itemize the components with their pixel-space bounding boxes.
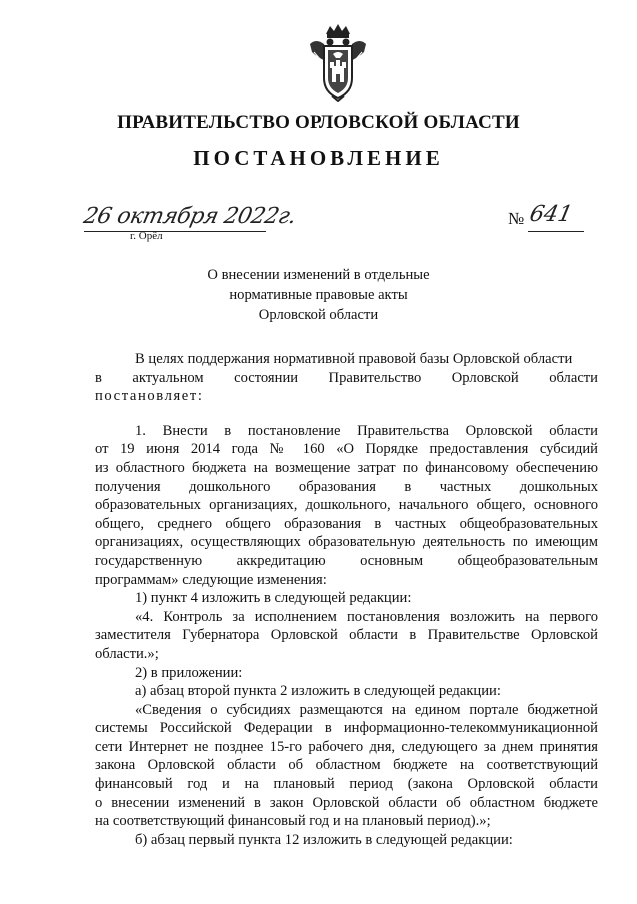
paragraph-line: о внесении изменений в закон Орловской области об областном бюджете: [95, 794, 598, 811]
paragraph-line: государственную аккредитацию основным общеобразовательным: [95, 552, 598, 569]
paragraph-line: «4. Контроль за исполнением постановления возложить на первого: [135, 608, 598, 625]
paragraph-line: общего, среднего общего образования в частных общеобразовательных: [95, 515, 598, 532]
paragraph-line: на соответствующий финансовый год и на плановый период).»;: [95, 813, 491, 830]
number-sign: №: [508, 209, 525, 228]
organization-name: ПРАВИТЕЛЬСТВО ОРЛОВСКОЙ ОБЛАСТИ: [117, 112, 520, 133]
subject-line: Орловской области: [258, 307, 379, 323]
paragraph-line: а) абзац второй пункта 2 изложить в следующей редакции:: [135, 683, 501, 700]
paragraph-line: системы Российской Федерации в информационно-телекоммуникационной: [95, 720, 598, 737]
date-underline: [84, 231, 266, 232]
subject-line: О внесении изменений в отдельные: [207, 267, 430, 283]
paragraph-line: получения дошкольного образования в частных дошкольных: [95, 478, 598, 495]
city-label: г. Орёл: [130, 230, 163, 242]
number-underline: [528, 231, 584, 232]
paragraph-line: заместителя Губернатора Орловской области в Правительстве Орловской: [95, 627, 598, 644]
document-subject: [0, 265, 637, 325]
paragraph-line: организациях, осуществляющих образовательную деятельность по имеющим: [95, 534, 598, 551]
document-type: ПОСТАНОВЛЕНИЕ: [193, 146, 444, 170]
paragraph-line: закона Орловской области об областном бюджете на соответствующий: [95, 757, 598, 774]
paragraph-line: от 19 июня 2014 года № 160 «О Порядке предоставления субсидий: [95, 441, 598, 458]
paragraph-line: сети Интернет не позднее 15-го рабочего дня, следующего за днем принятия: [95, 738, 598, 755]
paragraph-line: программам» следующие изменения:: [95, 571, 327, 588]
document-body: [95, 350, 598, 849]
paragraph-line: образовательных организациях, дошкольного, начального общего, основного: [95, 497, 598, 514]
preamble-line: постановляет:: [95, 388, 204, 405]
paragraph-line: 1) пункт 4 изложить в следующей редакции:: [135, 590, 412, 607]
handwritten-date: 26 октября 2022г.: [81, 204, 299, 229]
paragraph-line: области.»;: [95, 645, 159, 662]
paragraph-line: 2) в приложении:: [135, 664, 243, 681]
paragraph-line: из областного бюджета на возмещение затрат по финансовому обеспечению: [95, 459, 598, 476]
paragraph-line: 1. Внести в постановление Правительства Орловской области: [135, 422, 598, 439]
paragraph-line: «Сведения о субсидиях размещаются на едином портале бюджетной: [135, 701, 598, 718]
paragraph-line: б) абзац первый пункта 12 изложить в следующей редакции:: [135, 831, 513, 848]
coat-of-arms-icon: [306, 22, 370, 102]
preamble-line: в актуальном состоянии Правительство Орловской области: [95, 369, 598, 386]
handwritten-number: 641: [527, 202, 575, 227]
preamble-line: В целях поддержания нормативной правовой базы Орловской области: [135, 351, 573, 367]
subject-line: нормативные правовые акты: [229, 287, 408, 303]
paragraph-line: финансовый год и на плановый период (закона Орловской области: [95, 776, 598, 793]
